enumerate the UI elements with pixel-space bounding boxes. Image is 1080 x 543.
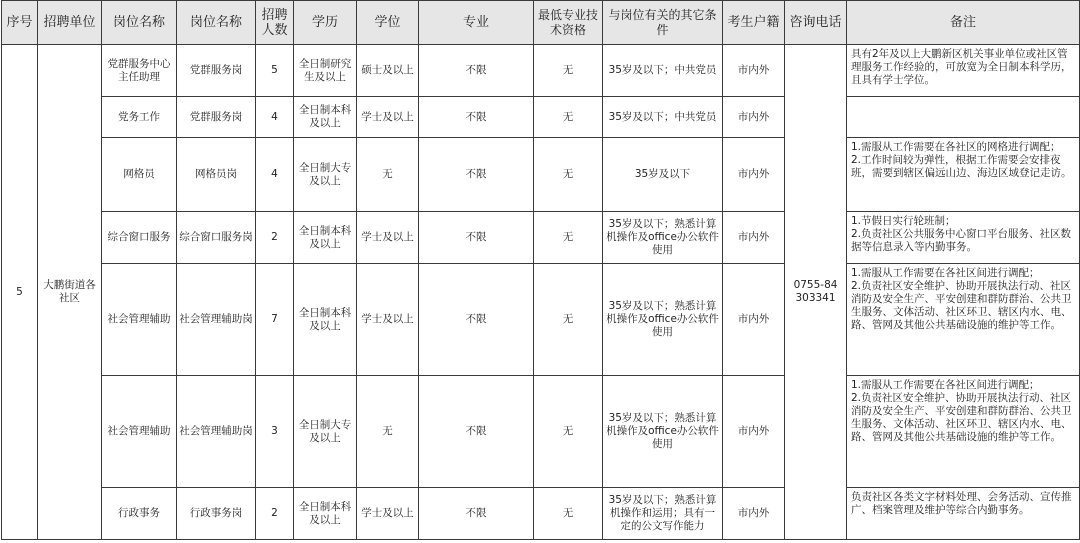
post-name-a-cell: 党务工作 <box>102 97 177 138</box>
qualification-cell: 无 <box>534 138 603 212</box>
post-name-b-cell: 党群服务岗 <box>177 97 256 138</box>
remark-cell <box>847 212 1080 264</box>
education-cell: 全日制大专及以上 <box>294 376 357 488</box>
conditions-cell: 35岁及以下；熟悉计算机操作及office办公软件使用 <box>603 376 723 488</box>
degree-cell: 学士及以上 <box>357 97 419 138</box>
phone-cell <box>785 45 847 540</box>
table-row <box>2 97 1080 138</box>
post-name-b-cell: 社会管理辅助岗 <box>177 376 256 488</box>
education-cell: 全日制本科及以上 <box>294 264 357 376</box>
header-qualification-text: 最低专业技术资格 <box>537 7 598 37</box>
household-cell: 市内外 <box>723 488 785 540</box>
household-cell: 市内外 <box>723 45 785 97</box>
table-row <box>2 264 1080 376</box>
table-row <box>2 45 1080 97</box>
remark-text: 1.需服从工作需要在各社区的网格进行调配； 2.工作时间较为弹性，根据工作需要会安排夜班，需要到辖区偏远山边、海边区域登记走访。 <box>851 141 1072 179</box>
table-row <box>2 376 1080 488</box>
degree-cell: 学士及以上 <box>357 212 419 264</box>
count-cell: 2 <box>256 212 294 264</box>
education-cell: 全日制研究生及以上 <box>294 45 357 97</box>
header-seq: 序号 <box>2 1 38 45</box>
major-cell: 不限 <box>419 376 534 488</box>
remark-text: 具有2年及以上大鹏新区机关事业单位或社区管理服务工作经验的，可放宽为全日制本科学历，且具有学士学位。 <box>851 48 1072 86</box>
header-row <box>2 1 1080 45</box>
major-cell: 不限 <box>419 264 534 376</box>
count-cell: 3 <box>256 376 294 488</box>
household-cell: 市内外 <box>723 138 785 212</box>
header-count-text: 招聘人数 <box>261 7 288 38</box>
qualification-cell: 无 <box>534 212 603 264</box>
header-qualification <box>534 1 603 45</box>
phone-text: 0755-84303341 <box>793 279 838 304</box>
post-name-b-cell: 党群服务岗 <box>177 45 256 97</box>
header-conditions <box>603 1 723 45</box>
header-household: 考生户籍 <box>723 1 785 45</box>
header-remark: 备注 <box>847 1 1080 45</box>
major-cell: 不限 <box>419 97 534 138</box>
remark-text: 1.需服从工作需要在各社区间进行调配； 2.负责社区安全维护、协助开展执法行动、社区消防及安全生产、平安创建和群防群治、公共卫生服务、文体活动、社区环卫、辖区内水、电、路、管网及其他公共基础设施的维护等工作。 <box>851 267 1072 331</box>
remark-cell <box>847 488 1080 540</box>
major-cell: 不限 <box>419 138 534 212</box>
post-name-a-cell: 网格员 <box>102 138 177 212</box>
household-cell: 市内外 <box>723 97 785 138</box>
degree-cell: 学士及以上 <box>357 488 419 540</box>
education-cell: 全日制大专及以上 <box>294 138 357 212</box>
remark-cell <box>847 264 1080 376</box>
unit-cell: 大鹏街道各社区 <box>38 45 102 540</box>
qualification-cell: 无 <box>534 376 603 488</box>
count-cell: 4 <box>256 138 294 212</box>
degree-cell: 学士及以上 <box>357 264 419 376</box>
education-cell: 全日制本科及以上 <box>294 97 357 138</box>
degree-cell: 无 <box>357 376 419 488</box>
qualification-cell: 无 <box>534 488 603 540</box>
qualification-cell: 无 <box>534 45 603 97</box>
post-name-b-cell: 综合窗口服务岗 <box>177 212 256 264</box>
remark-text: 1.节假日实行轮班制； 2.负责社区公共服务中心窗口平台服务、社区数据等信息录入等内勤事务。 <box>851 215 1072 253</box>
conditions-cell: 35岁及以下；熟悉计算机操作及office办公软件使用 <box>603 212 723 264</box>
household-cell: 市内外 <box>723 376 785 488</box>
table-row <box>2 138 1080 212</box>
remark-cell <box>847 45 1080 97</box>
table-row <box>2 488 1080 540</box>
conditions-cell: 35岁及以下；熟悉计算机操作及office办公软件使用 <box>603 264 723 376</box>
post-name-a-cell: 党群服务中心主任助理 <box>102 45 177 97</box>
header-education: 学历 <box>294 1 357 45</box>
header-post-name-a: 岗位名称 <box>102 1 177 45</box>
count-cell: 5 <box>256 45 294 97</box>
education-cell: 全日制本科及以上 <box>294 488 357 540</box>
conditions-cell: 35岁及以下；中共党员 <box>603 45 723 97</box>
remark-cell <box>847 138 1080 212</box>
header-post-name-b: 岗位名称 <box>177 1 256 45</box>
degree-cell: 无 <box>357 138 419 212</box>
table-row <box>2 212 1080 264</box>
conditions-cell: 35岁及以下 <box>603 138 723 212</box>
remark-text: 1.需服从工作需要在各社区间进行调配； 2.负责社区安全维护、协助开展执法行动、社区消防及安全生产、平安创建和群防群治、公共卫生服务、文体活动、社区环卫、辖区内水、电、路、管网及其他公共基础设施的维护等工作。 <box>851 379 1072 443</box>
major-cell: 不限 <box>419 488 534 540</box>
header-count <box>256 1 294 45</box>
header-unit: 招聘单位 <box>38 1 102 45</box>
count-cell: 2 <box>256 488 294 540</box>
header-phone: 咨询电话 <box>785 1 847 45</box>
conditions-cell: 35岁及以下；熟悉计算机操作和运用；具有一定的公文写作能力 <box>603 488 723 540</box>
post-name-b-cell: 社会管理辅助岗 <box>177 264 256 376</box>
post-name-b-cell: 网格员岗 <box>177 138 256 212</box>
major-cell: 不限 <box>419 45 534 97</box>
major-cell: 不限 <box>419 212 534 264</box>
conditions-cell: 35岁及以下；中共党员 <box>603 97 723 138</box>
header-major: 专业 <box>419 1 534 45</box>
post-name-b-cell: 行政事务岗 <box>177 488 256 540</box>
remark-cell <box>847 97 1080 138</box>
recruitment-table <box>1 0 1080 540</box>
seq-cell: 5 <box>2 45 38 540</box>
count-cell: 4 <box>256 97 294 138</box>
header-degree: 学位 <box>357 1 419 45</box>
household-cell: 市内外 <box>723 264 785 376</box>
household-cell: 市内外 <box>723 212 785 264</box>
qualification-cell: 无 <box>534 264 603 376</box>
education-cell: 全日制本科及以上 <box>294 212 357 264</box>
post-name-a-cell: 社会管理辅助 <box>102 376 177 488</box>
remark-text: 负责社区各类文字材料处理、会务活动、宣传推广、档案管理及维护等综合内勤事务。 <box>851 491 1072 516</box>
post-name-a-cell: 行政事务 <box>102 488 177 540</box>
header-conditions-text: 与岗位有关的其它条件 <box>608 7 717 37</box>
qualification-cell: 无 <box>534 97 603 138</box>
post-name-a-cell: 社会管理辅助 <box>102 264 177 376</box>
degree-cell: 硕士及以上 <box>357 45 419 97</box>
count-cell: 7 <box>256 264 294 376</box>
remark-cell <box>847 376 1080 488</box>
post-name-a-cell: 综合窗口服务 <box>102 212 177 264</box>
